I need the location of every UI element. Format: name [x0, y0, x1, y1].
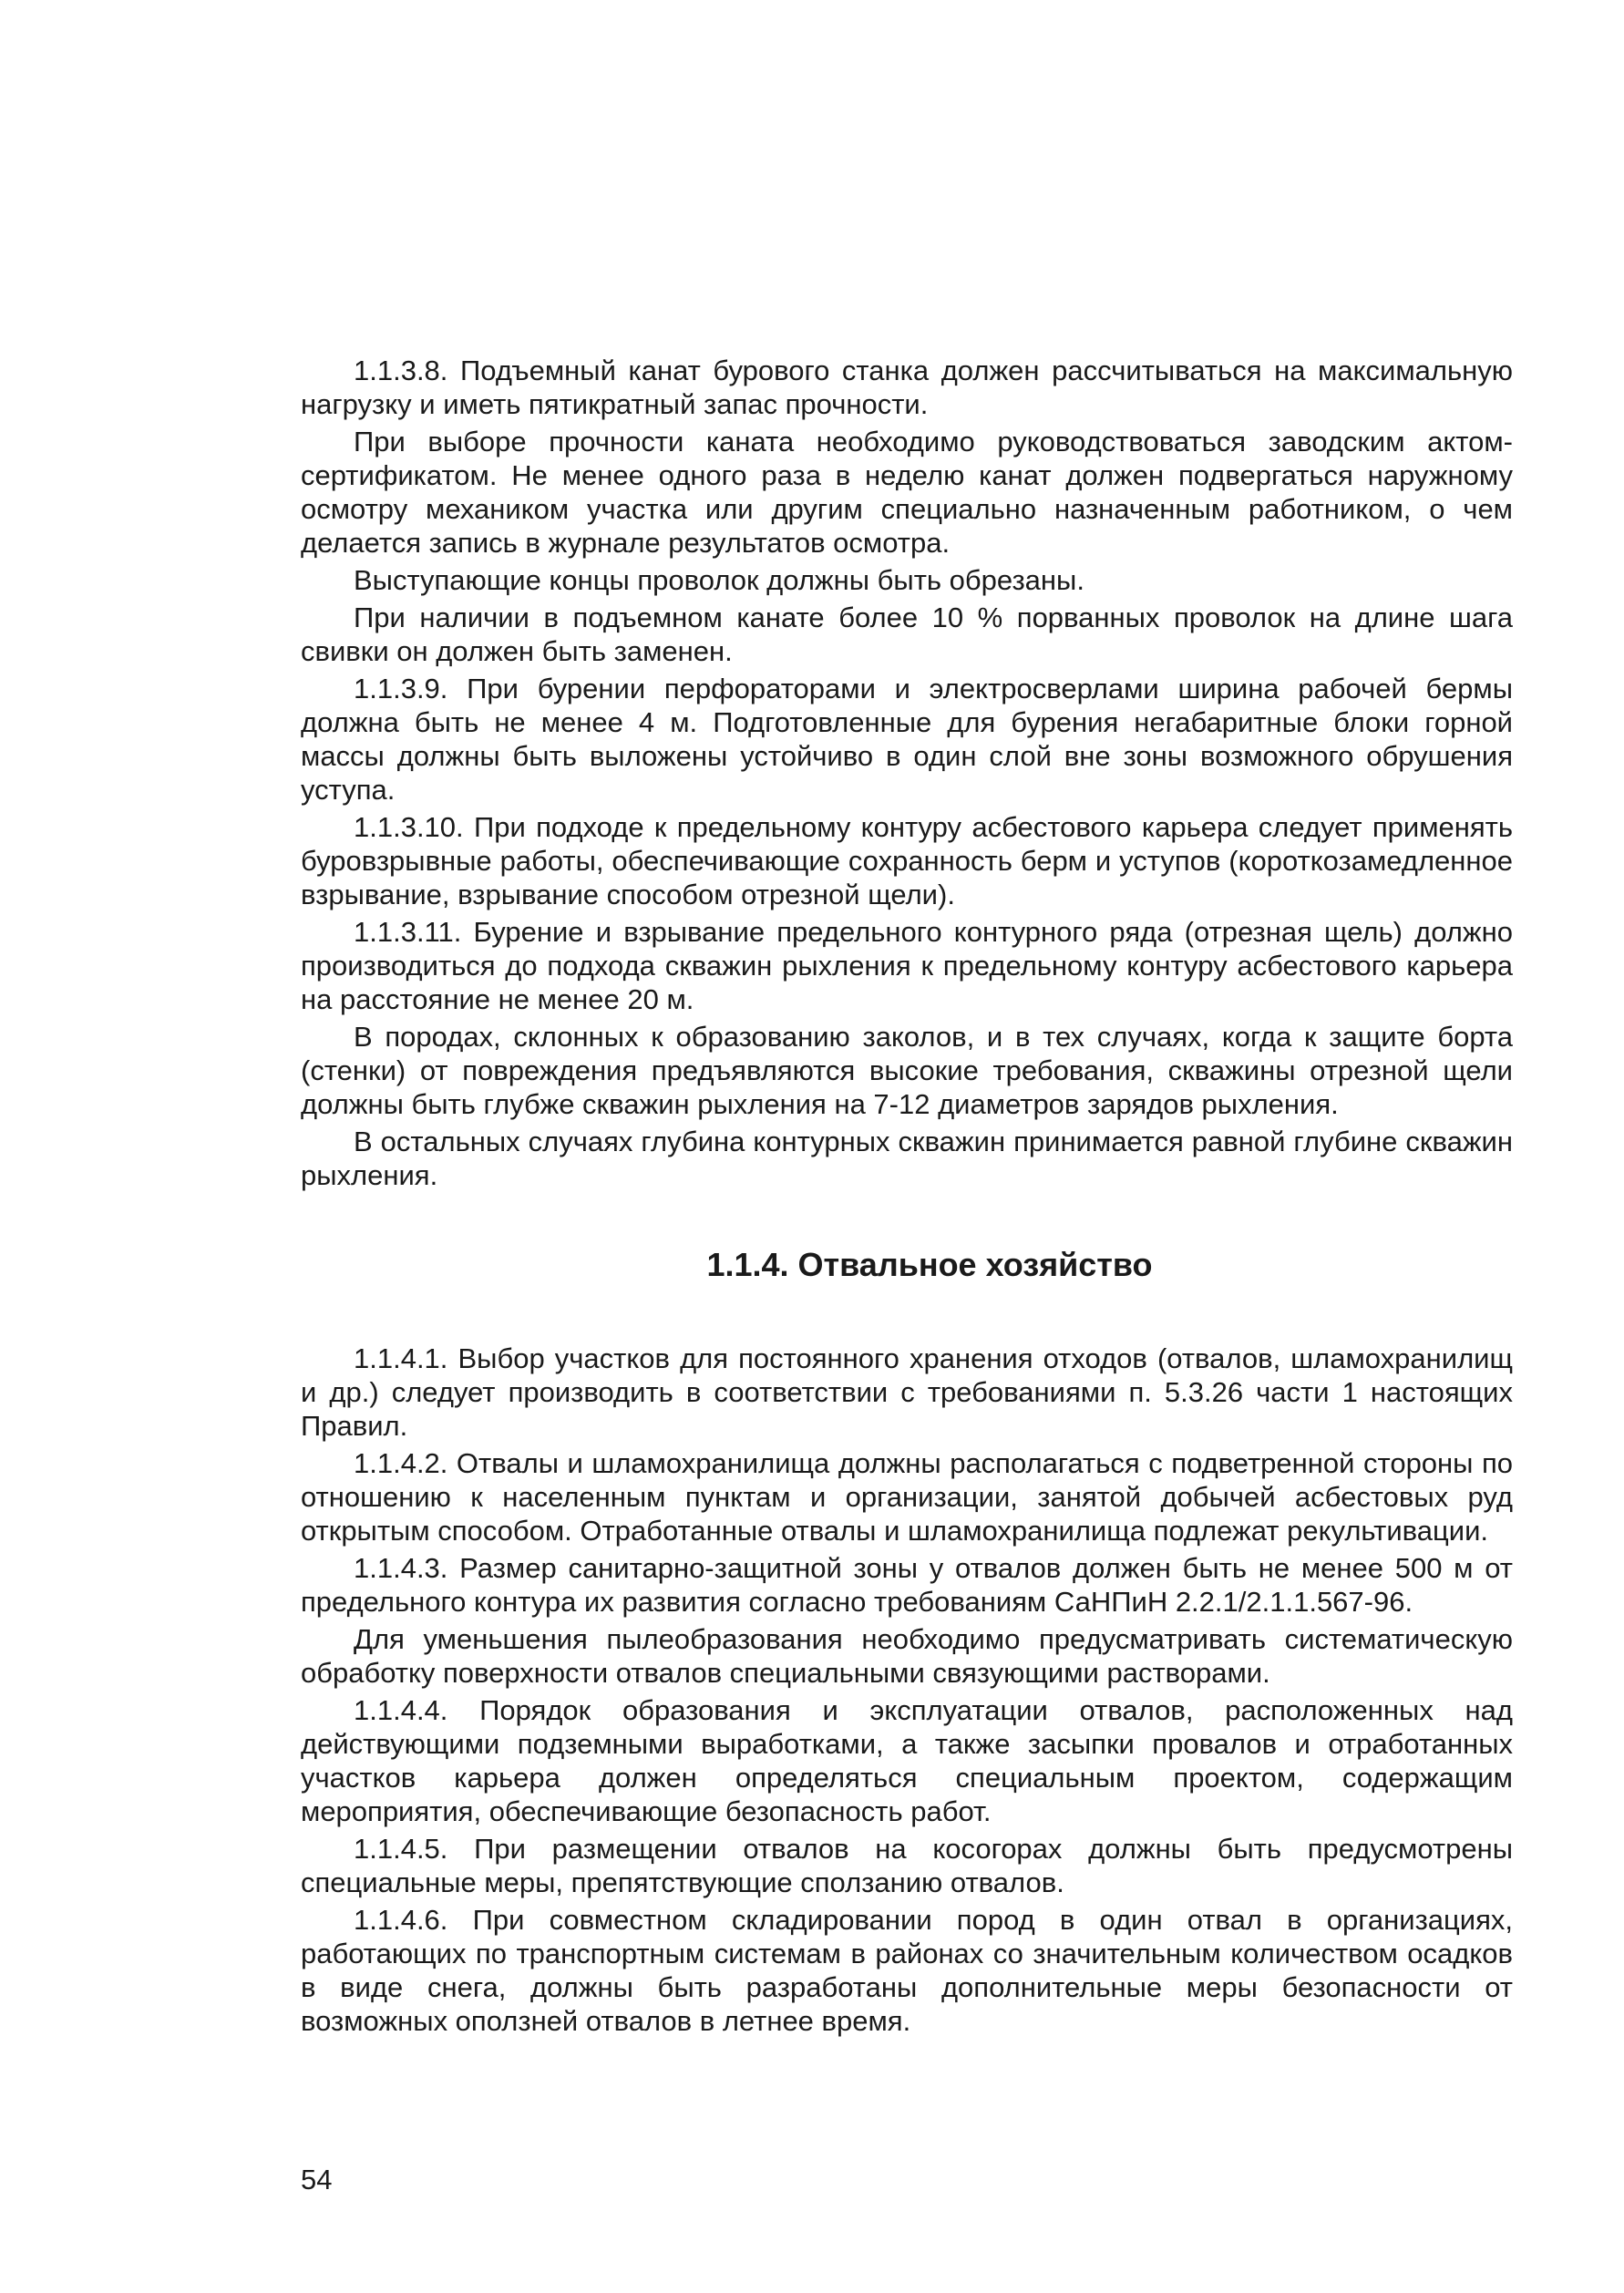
paragraph-wire-ends: Выступающие концы проволок должны быть обрезаны.: [354, 564, 1084, 596]
paragraph-1-1-4-2: 1.1.4.2. Отвалы и шламохранилища должны располагаться с подветренной стороны по отношению к населенным пунктам и организации, занятой добычей асбестовых руд открытым способом. Отработанные отвалы и шламохранилища подлежат рекультивации.: [301, 1447, 1513, 1547]
page-body: [301, 354, 1513, 2041]
paragraph-1-1-4-6: 1.1.4.6. При совместном складировании пород в один отвал в организациях, работающих по транспортным системам в районах со значительным количеством осадков в виде снега, должны быть разработаны дополнительные меры безопасности от возможных оползней отвалов в летнее время.: [301, 1904, 1513, 2037]
paragraph-contour-depth: В остальных случаях глубина контурных скважин принимается равной глубине скважин рыхления.: [301, 1126, 1513, 1191]
section-heading: 1.1.4. Отвальное хозяйство: [706, 1246, 1153, 1283]
paragraph-1-1-4-3: 1.1.4.3. Размер санитарно-защитной зоны у отвалов должен быть не менее 500 м от предельного контура их развития согласно требованиям СаНПиН 2.2.1/2.1.1.567-96.: [301, 1552, 1513, 1618]
paragraph-1-1-4-4: 1.1.4.4. Порядок образования и эксплуатации отвалов, расположенных над действующими подземными выработками, а также засыпки провалов и отработанных участков карьера должен определяться специальным проектом, содержащим мероприятия, обеспечивающие безопасность работ.: [301, 1694, 1513, 1827]
page-number: 54: [301, 2164, 333, 2195]
paragraph-1-1-3-11: 1.1.3.11. Бурение и взрывание предельного контурного ряда (отрезная щель) должно производиться до подхода скважин рыхления к предельному контуру асбестового карьера на расстояние не менее 20 м.: [301, 916, 1513, 1015]
paragraph-1-1-3-8: 1.1.3.8. Подъемный канат бурового станка должен рассчитываться на максимальную нагрузку и иметь пятикратный запас прочности.: [301, 355, 1513, 420]
paragraph-rope-strength: При выборе прочности каната необходимо руководствоваться заводским актом-сертификатом. Не менее одного раза в неделю канат должен подвергаться наружному осмотру механиком участка или другим специально назначенным работником, о чем делается запись в журнале результатов осмотра.: [301, 426, 1513, 559]
paragraph-cut-slot: В породах, склонных к образованию заколов, и в тех случаях, когда к защите борта (стенки) от повреждения предъявляются высокие требования, скважины отрезной щели должны быть глубже скважин рыхления на 7-12 диаметров зарядов рыхления.: [301, 1021, 1513, 1120]
paragraph-1-1-4-5: 1.1.4.5. При размещении отвалов на косогорах должны быть предусмотрены специальные меры, препятствующие сползанию отвалов.: [301, 1833, 1513, 1898]
paragraph-1-1-4-1: 1.1.4.1. Выбор участков для постоянного хранения отходов (отвалов, шламохранилищ и др.) следует производить в соответствии с требованиями п. 5.3.26 части 1 настоящих Правил.: [301, 1342, 1513, 1442]
paragraph-1-1-3-10: 1.1.3.10. При подходе к предельному контуру асбестового карьера следует применять буровзрывные работы, обеспечивающие сохранность берм и уступов (короткозамедленное взрывание, взрывание способом отрезной щели).: [301, 811, 1513, 910]
paragraph-rope-replacement: При наличии в подъемном канате более 10 % порванных проволок на длине шага свивки он должен быть заменен.: [301, 602, 1513, 667]
paragraph-dust-reduction: Для уменьшения пылеобразования необходимо предусматривать систематическую обработку поверхности отвалов специальными связующими растворами.: [301, 1623, 1513, 1689]
paragraph-1-1-3-9: 1.1.3.9. При бурении перфораторами и электросверлами ширина рабочей бермы должна быть не менее 4 м. Подготовленные для бурения негабаритные блоки горной массы должны быть выложены устойчиво в один слой вне зоны возможного обрушения уступа.: [301, 673, 1513, 806]
